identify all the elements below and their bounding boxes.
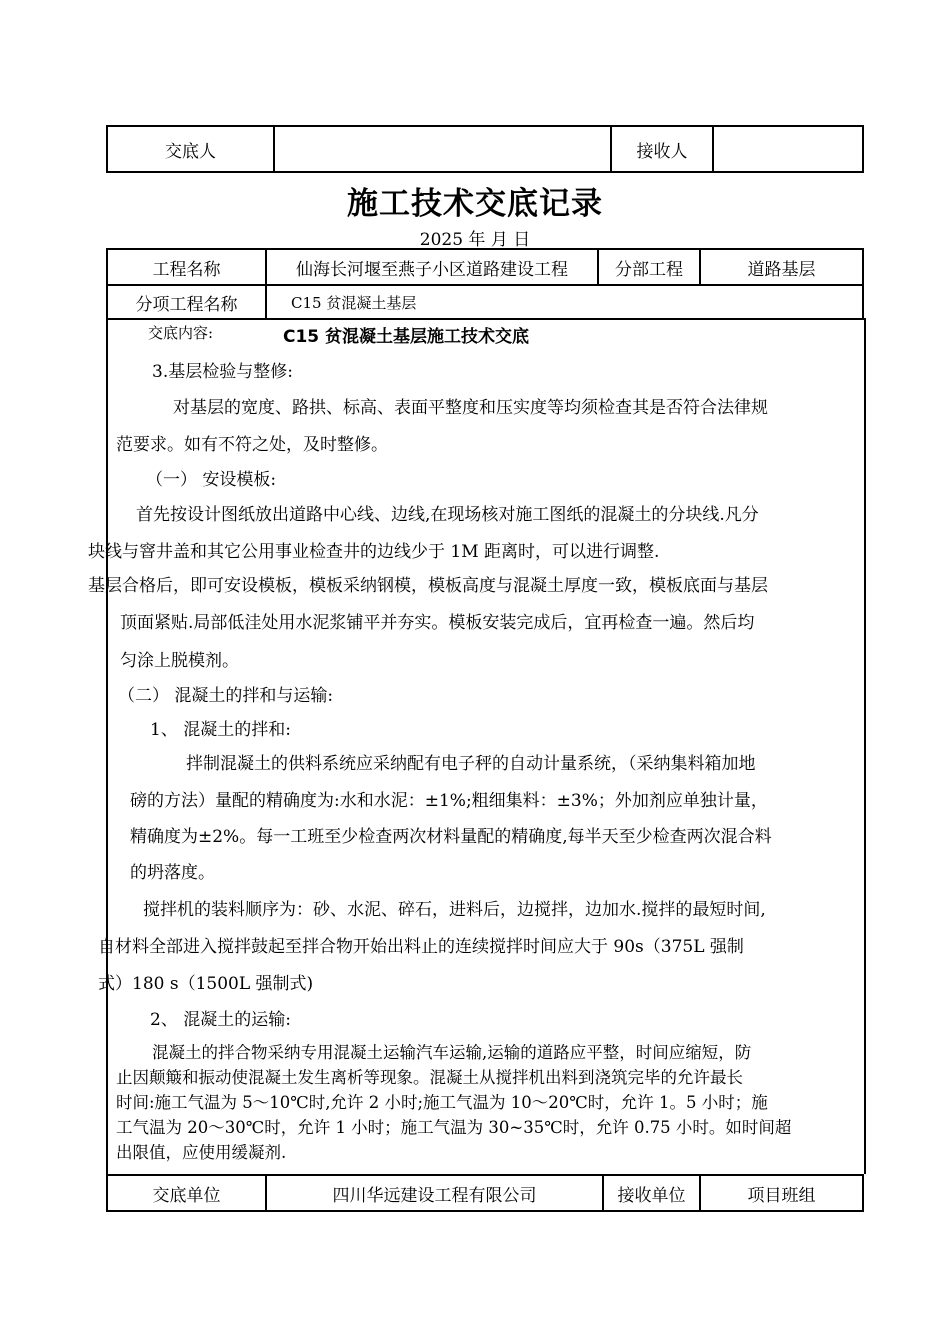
- content-line: （二） 混凝土的拌和与运输:: [118, 686, 334, 706]
- division-label: 分部工程: [598, 249, 700, 285]
- giver-label: 交底人: [107, 126, 274, 172]
- content-line: 精确度为±2%。每一工班至少检查两次材料量配的精确度,每半天至少检查两次混合料: [130, 827, 772, 847]
- unit-label: 交底单位: [107, 1175, 266, 1211]
- content-line: 2、 混凝土的运输:: [150, 1010, 291, 1030]
- content-line: 磅的方法）量配的精确度为:水和水泥：±1%;粗细集料：±3%；外加剂应单独计量，: [130, 791, 768, 811]
- transport-line: 时间:施工气温为 5～10℃时,允许 2 小时;施工气温为 10～20℃时，允许 1。5 小时；施: [116, 1093, 768, 1112]
- unit-table: [106, 1174, 864, 1212]
- content-line: 搅拌机的装料顺序为：砂、水泥、碎石，进料后，边搅拌，边加水.搅拌的最短时间,: [143, 900, 766, 920]
- project-name-label: 工程名称: [107, 249, 266, 285]
- content-heading: C15 贫混凝土基层施工技术交底: [283, 327, 530, 347]
- content-line: 块线与窨井盖和其它公用事业检查井的边线少于 1M 距离时，可以进行调整.: [88, 542, 660, 562]
- recv-unit-value: 项目班组: [700, 1175, 863, 1211]
- content-line: 匀涂上脱模剂。: [120, 651, 239, 671]
- content-line: （一） 安设模板:: [146, 470, 277, 490]
- signature-table: [106, 125, 864, 173]
- subitem-value: C15 贫混凝土基层: [266, 285, 863, 319]
- content-line: 基层合格后，即可安设模板，模板采纳钢模，模板高度与混凝土厚度一致，模板底面与基层: [88, 576, 768, 596]
- content-line: 自材料全部进入搅拌鼓起至拌合物开始出料止的连续搅拌时间应大于 90s（375L 强制: [98, 937, 744, 957]
- project-name-value: 仙海长河堰至燕子小区道路建设工程: [266, 249, 598, 285]
- recv-unit-label: 接收单位: [603, 1175, 700, 1211]
- content-line: 首先按设计图纸放出道路中心线、边线,在现场核对施工图纸的混凝土的分块线.凡分: [136, 505, 759, 525]
- page-title: 施工技术交底记录: [347, 186, 603, 222]
- content-line: 1、 混凝土的拌和:: [150, 720, 291, 740]
- transport-line: 混凝土的拌合物采纳专用混凝土运输汽车运输,运输的道路应平整，时间应缩短，防: [152, 1043, 752, 1062]
- transport-line: 出限值，应使用缓凝剂.: [116, 1143, 287, 1162]
- info-table: [106, 248, 864, 320]
- division-value: 道路基层: [700, 249, 863, 285]
- content-line: 3.基层检验与整修:: [152, 362, 293, 382]
- transport-line: 工气温为 20～30℃时，允许 1 小时；施工气温为 30~35℃时，允许 0.75 小时。如时间超: [116, 1118, 792, 1137]
- record-date: 2025 年 月 日: [419, 230, 531, 250]
- content-line: 式）180 s（1500L 强制式): [98, 974, 314, 994]
- receiver-value[interactable]: [713, 126, 863, 172]
- content-line: 对基层的宽度、路拱、标高、表面平整度和压实度等均须检查其是否符合法律规: [173, 398, 768, 418]
- content-label: 交底内容:: [148, 324, 214, 342]
- giver-value[interactable]: [274, 126, 611, 172]
- receiver-label: 接收人: [611, 126, 713, 172]
- content-line: 顶面紧贴.局部低洼处用水泥浆铺平并夯实。模板安装完成后，宜再检查一遍。然后均: [120, 613, 755, 633]
- subitem-label: 分项工程名称: [107, 285, 266, 319]
- unit-value: 四川华远建设工程有限公司: [266, 1175, 603, 1211]
- content-line: 范要求。如有不符之处，及时整修。: [116, 435, 388, 455]
- content-line: 拌制混凝土的供料系统应采纳配有电子秤的自动计量系统，（采纳集料箱加地: [186, 754, 756, 774]
- transport-line: 止因颠簸和振动使混凝土发生离析等现象。混凝土从搅拌机出料到浇筑完毕的允许最长: [116, 1068, 743, 1087]
- content-line: 的坍落度。: [130, 863, 215, 883]
